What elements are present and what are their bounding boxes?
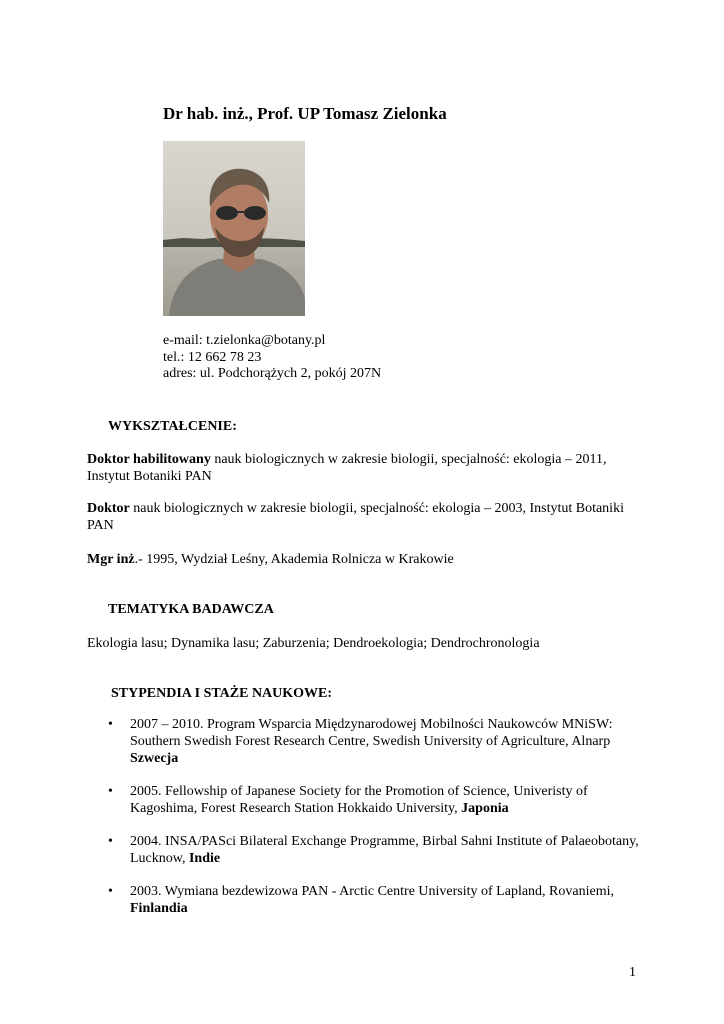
phone-text: tel.: 12 662 78 23 [163, 349, 262, 365]
bullet-icon: • [108, 834, 113, 849]
page-title: Dr hab. inż., Prof. UP Tomasz Zielonka [163, 104, 447, 123]
fellowships-list [87, 716, 657, 933]
bullet-icon: • [108, 784, 113, 799]
list-item-country: Szwecja [130, 751, 179, 766]
list-item-country: Finlandia [130, 901, 188, 916]
contact-info [163, 333, 381, 383]
education-item-title: Doktor [87, 501, 130, 516]
list-item-text: 2005. Fellowship of Japanese Society for the Promotion of Science, Univeristy of Kagoshima, Forest Research Station Hokkaido University, [130, 784, 588, 816]
list-item [87, 833, 657, 867]
address-text: adres: ul. Podchorążych 2, pokój 207N [163, 366, 382, 381]
list-item-text: 2003. Wymiana bezdewizowa PAN - Arctic Centre University of Lapland, Rovaniemi, [130, 884, 614, 899]
page-number: 1 [629, 965, 636, 980]
list-item-country: Japonia [461, 801, 509, 816]
education-item-title: Doktor habilitowany [87, 452, 211, 467]
research-text: Ekologia lasu; Dynamika lasu; Zaburzenia; Dendroekologia; Dendrochronologia [87, 636, 540, 651]
list-item [87, 783, 657, 817]
education-item-text: .- 1995, Wydział Leśny, Akademia Rolnicza w Krakowie [134, 552, 454, 567]
education-item-title: Mgr inż [87, 552, 135, 567]
research-heading: TEMATYKA BADAWCZA [108, 602, 274, 617]
list-item-text: 2007 – 2010. Program Wsparcia Międzynarodowej Mobilności Naukowców MNiSW: Southern Swedish Forest Research Centre, Swedish University of Agriculture, Alnarp [130, 717, 613, 749]
fellowships-heading: STYPENDIA I STAŻE NAUKOWE: [111, 686, 333, 701]
list-item-country: Indie [188, 851, 221, 866]
bullet-icon: • [108, 717, 113, 732]
email-text: e-mail: t.zielonka@botany.pl [163, 333, 326, 348]
education-item [87, 552, 647, 569]
education-item-text: nauk biologicznych w zakresie biologii, specjalność: ekologia – 2011, Instytut Botaniki PAN [87, 452, 607, 484]
education-item [87, 501, 647, 534]
education-item-text: nauk biologicznych w zakresie biologii, specjalność: ekologia – 2003, Instytut Botaniki PAN [87, 501, 624, 533]
list-item [87, 883, 657, 917]
education-item [87, 452, 647, 485]
list-item-text: 2004. INSA/PASci Bilateral Exchange Programme, Birbal Sahni Institute of Palaeobotany, Lucknow, [130, 834, 639, 866]
education-heading: WYKSZTAŁCENIE: [108, 419, 237, 434]
list-item [87, 716, 657, 767]
profile-photo [163, 141, 305, 316]
bullet-icon: • [108, 884, 113, 899]
